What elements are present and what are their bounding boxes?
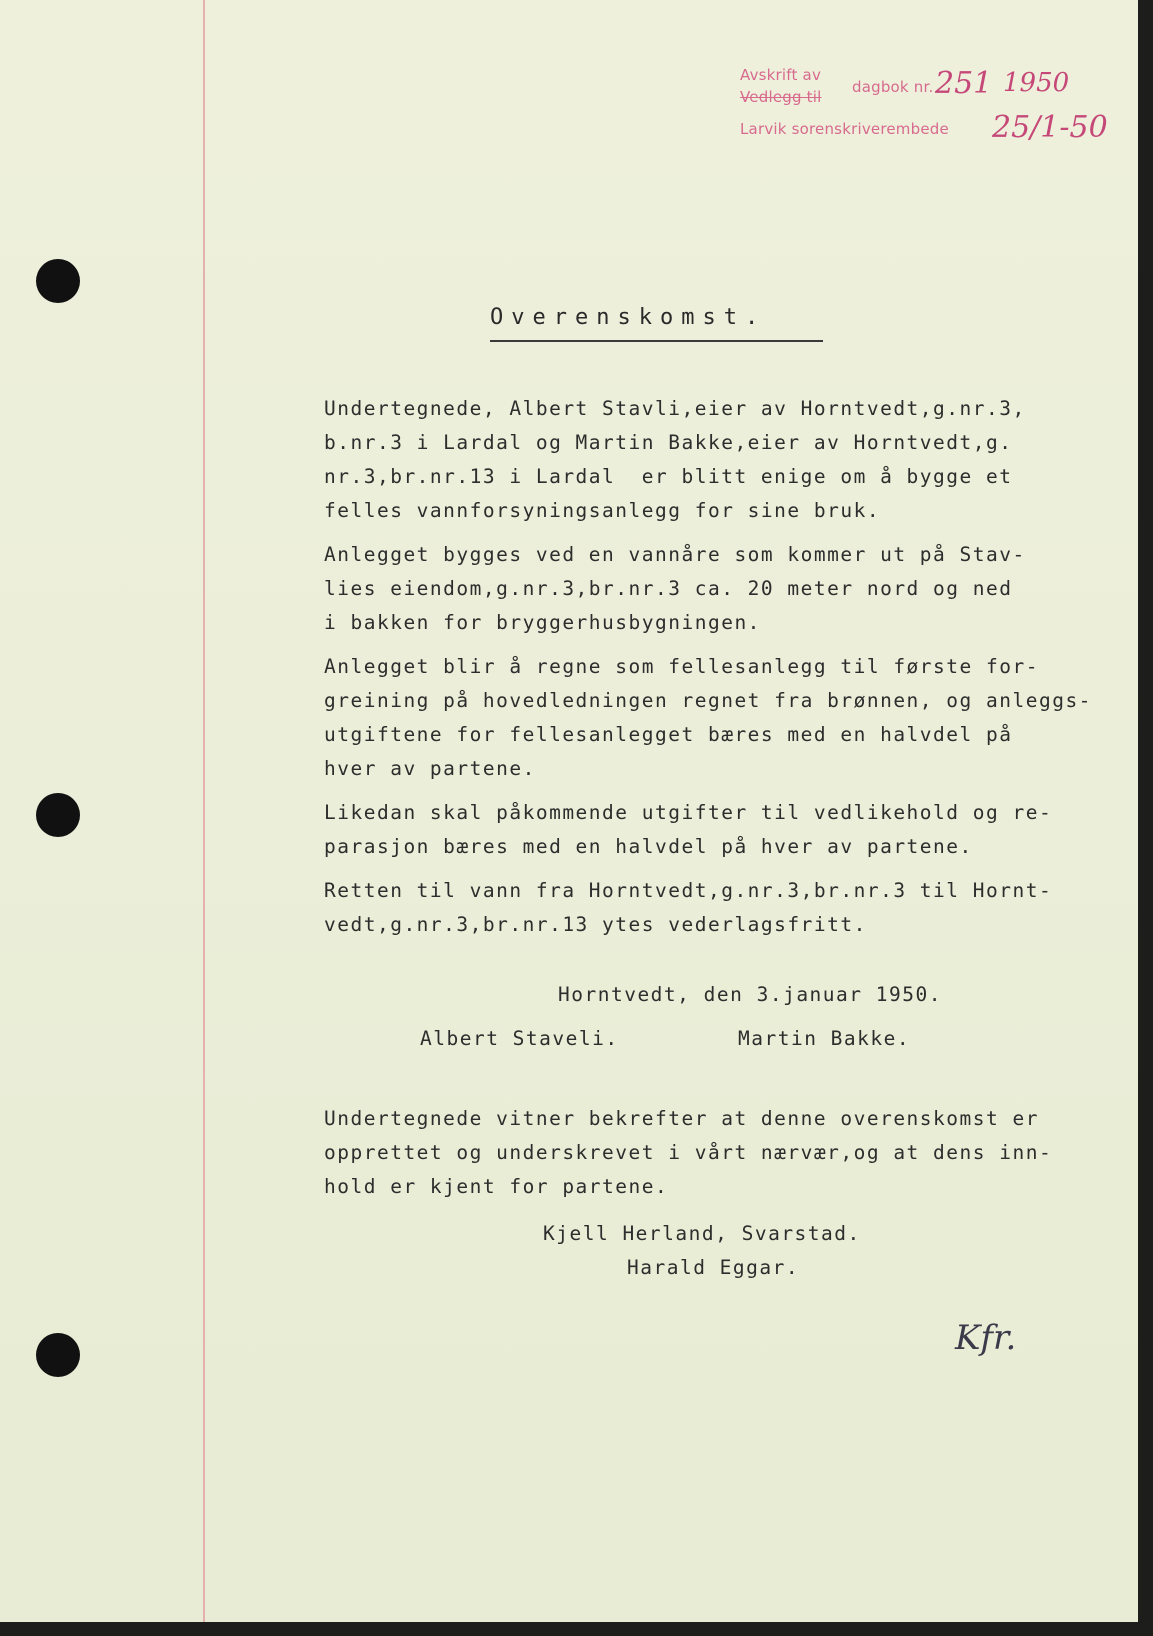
body-line: greining på hovedledningen regnet fra brønnen, og anleggs- [324,689,1092,712]
witness-1: Kjell Herland, Svarstad. [543,1222,861,1245]
body-line: Undertegnede, Albert Stavli,eier av Horntvedt,g.nr.3, [324,397,1026,420]
place-date: Horntvedt, den 3.januar 1950. [558,983,942,1006]
body-line: Anlegget bygges ved en vannåre som kommer ut på Stav- [324,543,1026,566]
body-line: i bakken for bryggerhusbygningen. [324,611,761,634]
stamp-line-1: Avskrift av [740,66,822,84]
witness-line: opprettet og underskrevet i vårt nærvær,og at dens inn- [324,1141,1053,1164]
stamp-dagbok: dagbok nr. [852,78,934,96]
handwritten-initials: Kfr. [955,1318,1017,1358]
body-line: Anlegget blir å regne som fellesanlegg til første for- [324,655,1039,678]
body-line: utgiftene for fellesanlegget bæres med en halvdel på [324,723,1013,746]
signer-2: Martin Bakke. [738,1027,911,1050]
stamp-hand-date: 25/1-50 [992,110,1108,145]
punch-hole-bottom [36,1333,80,1377]
stamp-line-2: Vedlegg til [740,88,822,106]
title-underline [490,340,823,342]
body-line: b.nr.3 i Lardal og Martin Bakke,eier av Horntvedt,g. [324,431,1013,454]
witness-line: hold er kjent for partene. [324,1175,669,1198]
punch-hole-top [36,259,80,303]
stamp-hand-number: 251 [935,66,993,101]
body-line: parasjon bæres med en halvdel på hver av partene. [324,835,973,858]
document-title: Overenskomst. [490,305,767,330]
body-line: vedt,g.nr.3,br.nr.13 ytes vederlagsfritt. [324,913,867,936]
witness-2: Harald Eggar. [627,1256,800,1279]
body-line: nr.3,br.nr.13 i Lardal er blitt enige om å bygge et [324,465,1013,488]
body-line: Likedan skal påkommende utgifter til vedlikehold og re- [324,801,1053,824]
witness-line: Undertegnede vitner bekrefter at denne overenskomst er [324,1107,1039,1130]
margin-line [203,0,205,1622]
body-line: lies eiendom,g.nr.3,br.nr.3 ca. 20 meter nord og ned [324,577,1013,600]
body-line: felles vannforsyningsanlegg for sine bruk. [324,499,881,522]
signer-1: Albert Staveli. [420,1027,619,1050]
body-line: hver av partene. [324,757,536,780]
stamp-hand-year: 1950 [1003,68,1070,98]
body-line: Retten til vann fra Horntvedt,g.nr.3,br.nr.3 til Hornt- [324,879,1053,902]
stamp-line-3: Larvik sorenskriverembede [740,120,949,138]
punch-hole-middle [36,793,80,837]
